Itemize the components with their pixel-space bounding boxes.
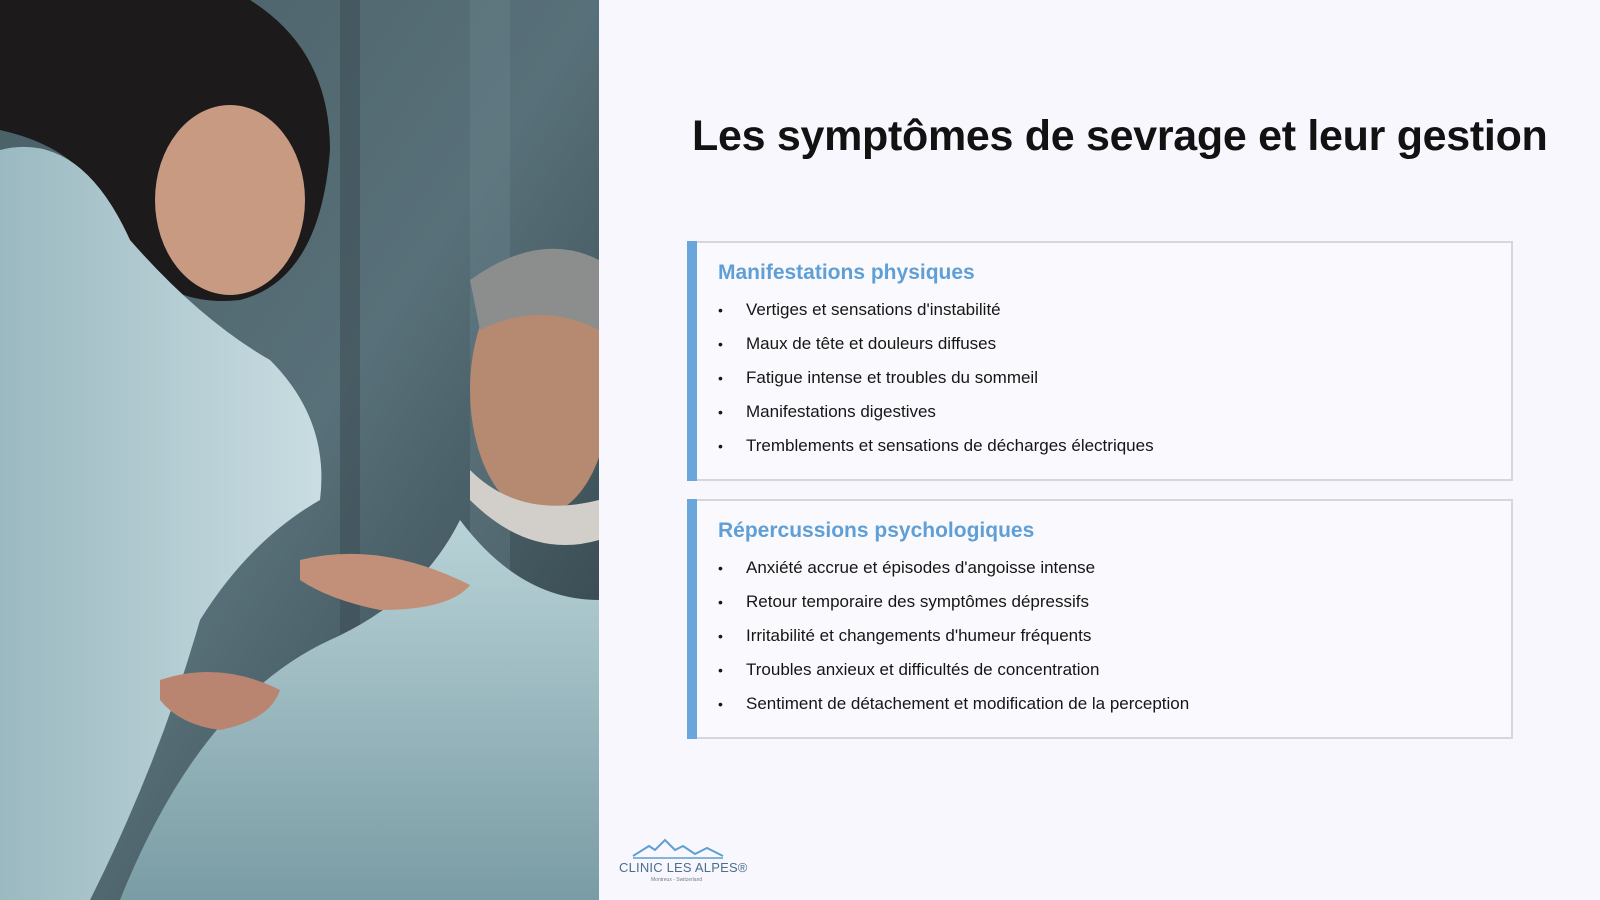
symptom-list [718, 297, 1154, 467]
bullet-icon: • [718, 628, 723, 644]
bullet-icon: • [718, 560, 723, 576]
list-item-text: Vertiges et sensations d'instabilité [746, 300, 1001, 319]
list-item-text: Sentiment de détachement et modification de la perception [746, 694, 1190, 713]
logo-subtext: Montreux - Switzerland [651, 877, 703, 883]
bullet-icon: • [718, 594, 723, 610]
bullet-icon: • [718, 370, 723, 386]
list-item [718, 297, 1154, 331]
card-heading: Manifestations physiques [718, 261, 975, 284]
list-item [718, 365, 1154, 399]
bullet-icon: • [718, 438, 723, 454]
list-item [718, 399, 1154, 433]
list-item-text: Anxiété accrue et épisodes d'angoisse intense [746, 558, 1096, 577]
bullet-icon: • [718, 404, 723, 420]
mountain-logo-icon [619, 838, 741, 860]
physical-symptoms-card [687, 241, 1513, 481]
list-item [718, 555, 1189, 589]
list-item-text: Fatigue intense et troubles du sommeil [746, 368, 1038, 387]
list-item [718, 657, 1189, 691]
list-item [718, 331, 1154, 365]
psychological-symptoms-card [687, 499, 1513, 739]
card-heading: Répercussions psychologiques [718, 519, 1035, 542]
clinic-logo [619, 838, 748, 886]
list-item [718, 589, 1189, 623]
doctor-patient-illustration [0, 0, 599, 900]
bullet-icon: • [718, 696, 723, 712]
bullet-icon: • [718, 662, 723, 678]
list-item-text: Troubles anxieux et difficultés de concentration [746, 660, 1100, 679]
list-item-text: Retour temporaire des symptômes dépressifs [746, 592, 1089, 611]
logo-text: CLINIC LES ALPES® [619, 860, 748, 875]
list-item [718, 623, 1189, 657]
list-item [718, 691, 1189, 725]
list-item-text: Manifestations digestives [746, 402, 936, 421]
list-item-text: Irritabilité et changements d'humeur fréquents [746, 626, 1092, 645]
list-item-text: Tremblements et sensations de décharges électriques [746, 436, 1154, 455]
symptom-list [718, 555, 1189, 725]
bullet-icon: • [718, 302, 723, 318]
hero-photo [0, 0, 599, 900]
slide-title: Les symptômes de sevrage et leur gestion [692, 112, 1548, 160]
list-item [718, 433, 1154, 467]
list-item-text: Maux de tête et douleurs diffuses [746, 334, 997, 353]
bullet-icon: • [718, 336, 723, 352]
